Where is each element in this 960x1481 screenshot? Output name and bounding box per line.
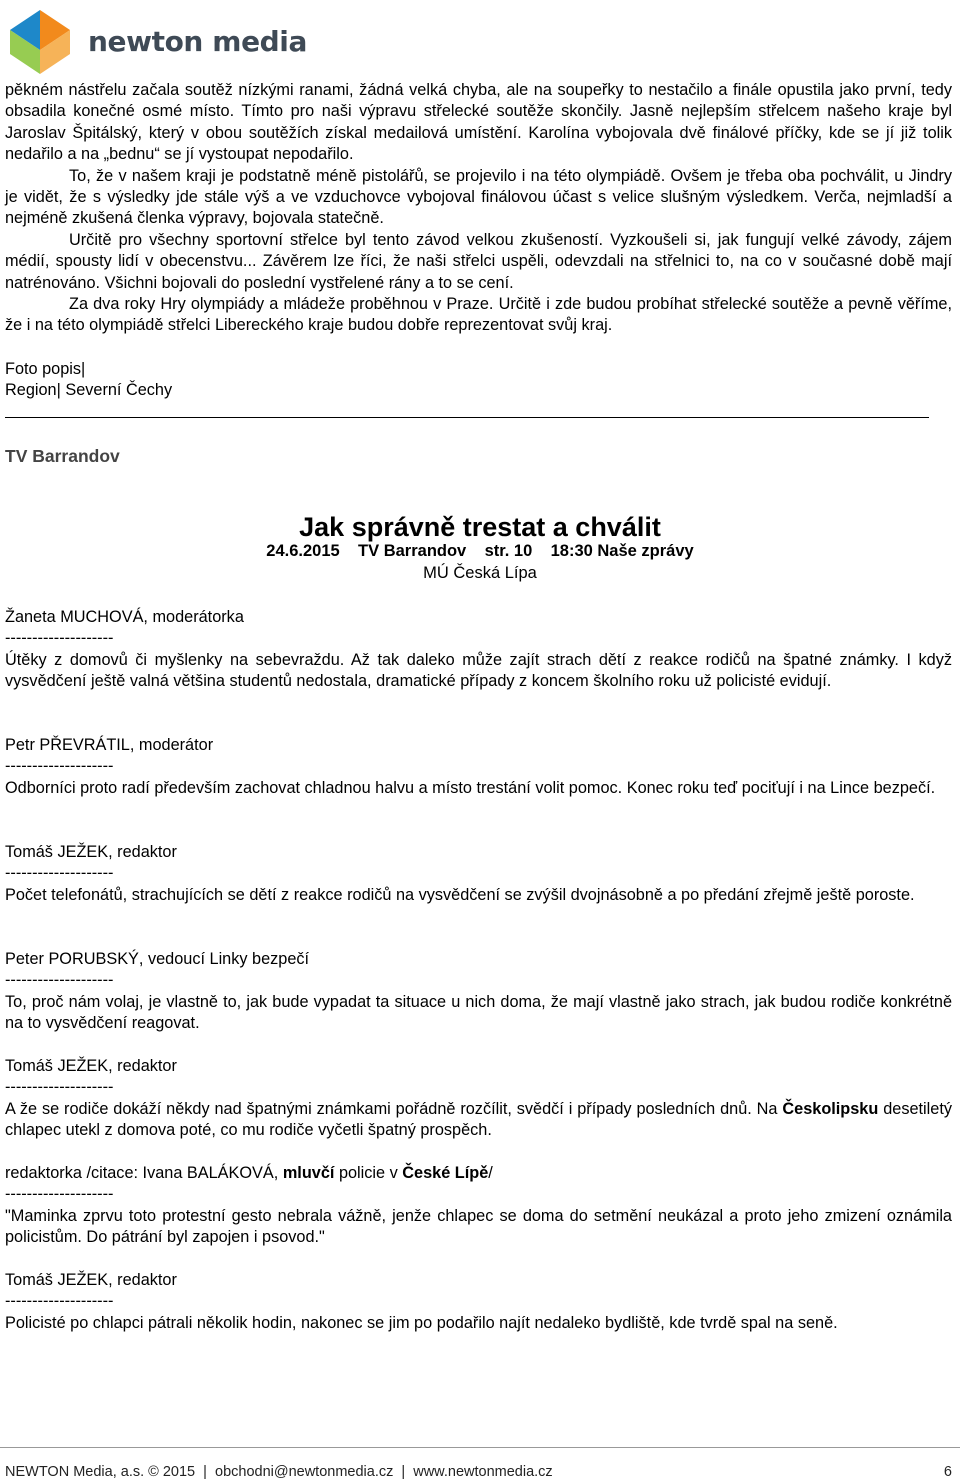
separator: --------------------	[5, 1078, 114, 1097]
separator: --------------------	[5, 1185, 114, 1204]
segment-text: A že se rodiče dokáží někdy nad špatnými známkami pořádně rozčílit, svědčí i případy posledních dnů. Na Českolipsku desetiletý chlapec utekl z domova poté, co mu rodiče vyčetli špatný prospěch.	[5, 1099, 952, 1140]
paragraph: To, že v našem kraji je podstatně méně pistolářů, se projevilo i na této olympiádě. Ovšem je třeba oba pochválit, u Jindry je vidět, že s výsledky jde stále výš a ve vzduchovce vybojoval finálovou účast s velice slušným výsledkem. Verča, nejmladší a nejméně zkušená členka výpravy, bojovala statečně.	[5, 166, 952, 228]
speaker-segment	[5, 1163, 952, 1249]
speaker-name: Žaneta MUCHOVÁ, moderátorka	[5, 608, 244, 626]
keyword: mluvčí	[282, 1164, 335, 1182]
foto-popis: Foto popis|	[5, 360, 86, 378]
article-continuation	[5, 80, 952, 337]
paragraph: pěkném nástřelu začala soutěž nízkými ranami, žádná velká chyba, ale na soupeřky to nestačilo a finále opustila jako první, tedy obsadila konečné osmé místo. Tímto pro naši výpravu střelecké soutěže skončily. Jasně nejlepším střelcem našeho kraje byl Jaroslav Špitálský, který v obou soutěžích získal medailová umístění. Karolína vybojovala dvě finálové příčky, kde se jí již tolik nedařilo a na „bednu“ se jí vystoupat nepodařilo.	[5, 81, 952, 164]
segment-text: Policisté po chlapci pátrali několik hodin, nakonec se jim po podařilo najít nedaleko bydliště, kde tvrdě spal na seně.	[5, 1313, 838, 1332]
footer-divider	[0, 1447, 960, 1448]
separator: --------------------	[5, 629, 114, 648]
speaker-name: Petr PŘEVRÁTIL, moderátor	[5, 736, 214, 754]
speaker-name: Tomáš JEŽEK, redaktor	[5, 1057, 177, 1075]
speaker-name: redaktorka /citace: Ivana BALÁKOVÁ, mluvčí policie v České Lípě/	[5, 1164, 493, 1182]
place-name: České Lípě	[402, 1164, 489, 1182]
newton-media-logo	[6, 4, 307, 76]
speaker-segment	[5, 842, 952, 906]
article-meta-sub: MÚ Česká Lípa	[423, 564, 537, 582]
separator: --------------------	[5, 864, 114, 883]
speaker-segment	[5, 1056, 952, 1142]
speaker-name: Tomáš JEŽEK, redaktor	[5, 843, 177, 861]
speaker-name: Tomáš JEŽEK, redaktor	[5, 1271, 177, 1289]
paragraph: Za dva roky Hry olympiády a mládeže proběhnou v Praze. Určitě i zde budou probíhat střelecké soutěže a pevně věříme, že i na této olympiádě střelci Libereckého kraje budou dobře reprezentovat svůj kraj.	[5, 295, 952, 335]
article-title: Jak správně trestat a chválit	[299, 512, 661, 542]
page-number: 6	[943, 1464, 952, 1480]
separator: --------------------	[5, 1292, 114, 1311]
place-name: Českolipsku	[782, 1099, 879, 1118]
logo-wordmark: newton media	[88, 25, 307, 58]
segment-text: Útěky z domovů či myšlenky na sebevraždu. Až tak daleko může zajít strach dětí z reakce rodičů na špatné známky. I když vysvědčení ještě valná většina studentů nedostala, dramatické případy z koncem školního roku už policisté evidují.	[5, 650, 952, 691]
separator: --------------------	[5, 971, 114, 990]
speaker-segment	[5, 1270, 952, 1334]
region-line: Region| Severní Čechy	[5, 381, 173, 400]
speaker-name: Peter PORUBSKÝ, vedoucí Linky bezpečí	[5, 950, 310, 968]
article-meta: 24.6.2015 TV Barrandov str. 10 18:30 Naše zprávy	[266, 542, 694, 560]
speaker-segment	[5, 735, 952, 799]
outlet-heading: TV Barrandov	[5, 446, 120, 466]
photo-caption-block	[5, 359, 952, 402]
separator: --------------------	[5, 757, 114, 776]
segment-text: "Maminka zprvu toto protestní gesto nebrala vážně, jenže chlapec se doma do setmění neukázal a proto jeho zmizení oznámila policistům. Do pátrání byl zapojen i psovod."	[5, 1206, 952, 1247]
speaker-segment	[5, 949, 952, 1035]
segment-text: Počet telefonátů, strachujících se dětí z reakce rodičů na vysvědčení se zvýšil dvojnásobně a po předání zřejmě ještě poroste.	[5, 885, 915, 904]
paragraph: Určitě pro všechny sportovní střelce byl tento závod velkou zkušeností. Vyzkoušeli si, jak fungují velké závody, zájem médií, spousty lidí v obecenstvu... Závěrem lze říci, že naši střelci uspěli, odevzdali na střelnici to, na co v současné době mají natrénováno. Všichni bojovali do poslední vystřelené rány a to se cení.	[5, 230, 952, 292]
segment-text: Odborníci proto radí především zachovat chladnou halvu a místo trestání volit pomoc. Konec roku teď pociťují i na Lince bezpečí.	[5, 778, 936, 797]
article-divider	[5, 417, 929, 418]
footer-text: NEWTON Media, a.s. © 2015 | obchodni@newtonmedia.cz | www.newtonmedia.cz	[5, 1464, 553, 1480]
newton-logo-icon	[6, 4, 86, 76]
speaker-segment	[5, 607, 952, 693]
segment-text: To, proč nám volaj, je vlastně to, jak bude vypadat ta situace u nich doma, že mají vlastně jako strach, jak budou rodiče konkrétně na to vysvědčení reagovat.	[5, 992, 952, 1033]
